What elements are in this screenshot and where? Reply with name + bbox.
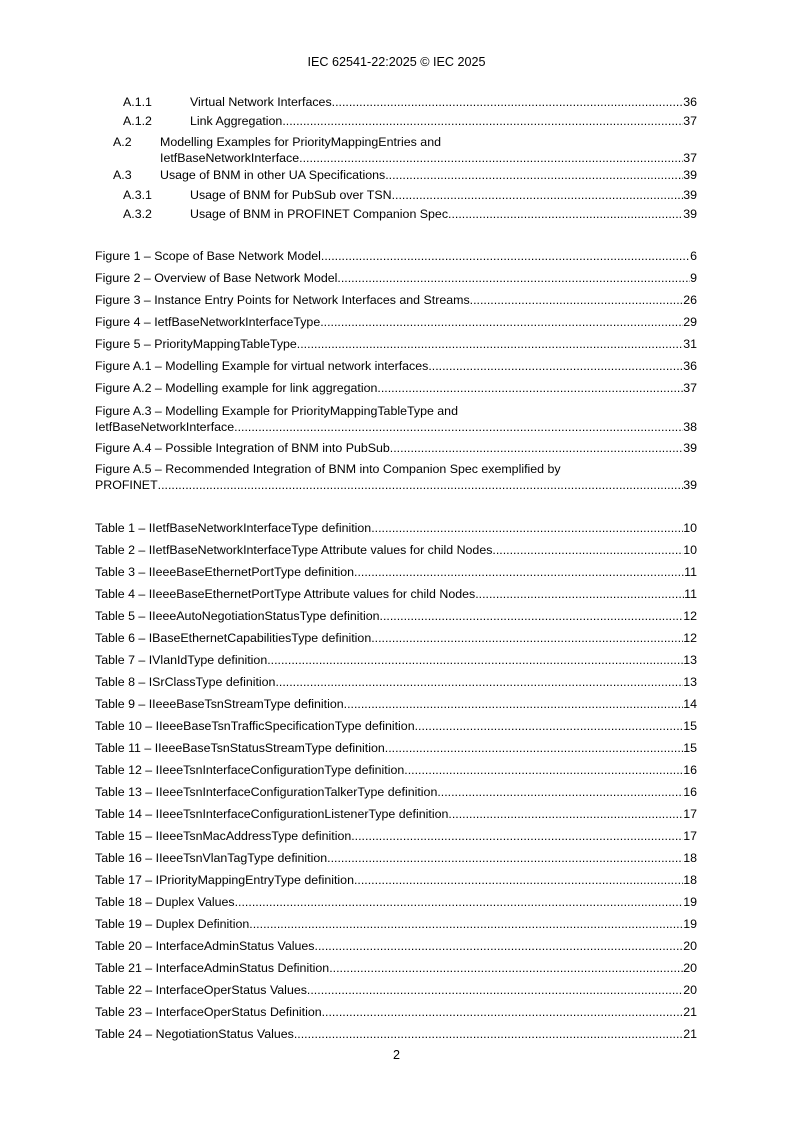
dot-leader (337, 271, 690, 286)
entry-page: 19 (683, 917, 697, 931)
dot-leader (294, 1027, 683, 1042)
dot-leader (332, 95, 684, 110)
entry-title: Table 16 – IIeeeTsnVlanTagType definition (95, 851, 328, 865)
dot-leader (249, 917, 683, 932)
entry-title: Table 14 – IIeeeTsnInterfaceConfigurationListenerType definition (95, 807, 449, 821)
dot-leader (354, 873, 683, 888)
table-list-entry[interactable] (95, 939, 697, 954)
entry-title: Figure 3 – Instance Entry Points for Network Interfaces and Streams (95, 293, 470, 307)
table-list-entry[interactable] (95, 521, 697, 536)
dot-leader (385, 741, 683, 756)
dot-leader (297, 337, 683, 352)
toc-entry[interactable] (123, 114, 697, 129)
entry-title: Table 19 – Duplex Definition (95, 917, 250, 931)
entry-page: 9 (690, 271, 697, 285)
dot-leader (315, 939, 684, 954)
table-list-entry[interactable] (95, 961, 697, 976)
dot-leader (428, 359, 683, 374)
entry-title: Figure 2 – Overview of Base Network Model (95, 271, 338, 285)
entry-title: Figure 4 – IetfBaseNetworkInterfaceType (95, 315, 321, 329)
dot-leader (475, 587, 684, 602)
entry-title: Table 1 – IIetfBaseNetworkInterfaceType definition (95, 521, 372, 535)
entry-page: 38 (683, 420, 697, 434)
dot-leader (299, 150, 683, 166)
entry-page: 12 (683, 631, 697, 645)
entry-title: Table 4 – IIeeeBaseEthernetPortType Attribute values for child Nodes (95, 587, 476, 601)
entry-number: A.1.2 (123, 114, 152, 128)
table-list-entry[interactable] (95, 983, 697, 998)
entry-page: 15 (683, 741, 697, 755)
table-list-entry[interactable] (95, 895, 697, 910)
entry-page: 19 (683, 895, 697, 909)
dot-leader (267, 653, 683, 668)
entry-page: 36 (683, 95, 697, 109)
entry-number: A.2 (113, 135, 132, 149)
entry-title-continued: PROFINET (95, 478, 158, 492)
entry-number: A.3.1 (123, 188, 152, 202)
entry-title: Table 20 – InterfaceAdminStatus Values (95, 939, 315, 953)
figure-list-entry[interactable] (95, 337, 697, 352)
figure-list-entry[interactable] (95, 249, 697, 264)
entry-title: Table 18 – Duplex Values (95, 895, 235, 909)
entry-title: Table 8 – ISrClassType definition (95, 675, 276, 689)
table-list-entry[interactable] (95, 565, 697, 580)
dot-leader (320, 315, 683, 330)
entry-title: Table 17 – IPriorityMappingEntryType definition (95, 873, 354, 887)
dot-leader (158, 477, 684, 493)
entry-number: A.3 (113, 168, 132, 182)
table-list-entry[interactable] (95, 1027, 697, 1042)
table-list-entry[interactable] (95, 631, 697, 646)
entry-page: 31 (683, 337, 697, 351)
table-list-entry[interactable] (95, 1005, 697, 1020)
entry-page: 20 (683, 983, 697, 997)
toc-entry[interactable] (123, 207, 697, 222)
entry-page: 15 (683, 719, 697, 733)
table-list-entry[interactable] (95, 917, 697, 932)
dot-leader (385, 168, 683, 183)
entry-title: Figure A.1 – Modelling Example for virtual network interfaces (95, 359, 429, 373)
entry-page: 20 (683, 939, 697, 953)
entry-page: 17 (683, 829, 697, 843)
entry-page: 11 (684, 587, 697, 601)
page-number: 2 (392, 1048, 400, 1062)
dot-leader (392, 188, 684, 203)
entry-title: Table 15 – IIeeeTsnMacAddressType definition (95, 829, 352, 843)
table-list-entry[interactable] (95, 609, 697, 624)
figure-list-entry[interactable] (95, 315, 697, 330)
entry-page: 12 (683, 609, 697, 623)
entry-title: Table 9 – IIeeeBaseTsnStreamType definition (95, 697, 344, 711)
page-header: IEC 62541-22:2025 © IEC 2025 (307, 55, 486, 69)
figure-list-entry[interactable] (95, 403, 697, 435)
figure-list-entry[interactable] (95, 461, 697, 493)
entry-title: Table 22 – InterfaceOperStatus Values (95, 983, 307, 997)
dot-leader (371, 521, 683, 536)
entry-title: Table 3 – IIeeeBaseEthernetPortType definition (95, 565, 354, 579)
toc-entry[interactable] (113, 168, 697, 183)
entry-page: 16 (683, 763, 697, 777)
entry-title: Figure A.2 – Modelling example for link aggregation (95, 381, 378, 395)
entry-page: 39 (683, 188, 697, 202)
figure-list-entry[interactable] (95, 381, 697, 396)
table-list-entry[interactable] (95, 741, 697, 756)
dot-leader (354, 565, 684, 580)
entry-page: 10 (683, 521, 697, 535)
table-list-entry[interactable] (95, 543, 697, 558)
dot-leader (437, 785, 683, 800)
dot-leader (371, 631, 683, 646)
dot-leader (329, 961, 683, 976)
dot-leader (282, 114, 683, 129)
entry-title: Table 13 – IIeeeTsnInterfaceConfigurationTalkerType definition (95, 785, 438, 799)
entry-number: A.1.1 (123, 95, 152, 109)
entry-page: 11 (684, 565, 697, 579)
entry-page: 21 (683, 1027, 697, 1041)
dot-leader (415, 719, 684, 734)
entry-title-continued: IetfBaseNetworkInterface (160, 151, 300, 165)
table-list-entry[interactable] (95, 807, 697, 822)
entry-title: Usage of BNM in PROFINET Companion Spec (190, 207, 449, 221)
figure-list-entry[interactable] (95, 359, 697, 374)
figure-list-entry[interactable] (95, 271, 697, 286)
dot-leader (321, 249, 690, 264)
entry-title: Table 23 – InterfaceOperStatus Definition (95, 1005, 322, 1019)
entry-page: 6 (690, 249, 697, 263)
entry-page: 16 (683, 785, 697, 799)
entry-page: 39 (683, 441, 697, 455)
entry-title: Table 10 – IIeeeBaseTsnTrafficSpecificationType definition (95, 719, 415, 733)
dot-leader (404, 763, 683, 778)
entry-title: Table 7 – IVlanIdType definition (95, 653, 268, 667)
table-list-entry[interactable] (95, 785, 697, 800)
dot-leader (327, 851, 683, 866)
table-list-entry[interactable] (95, 697, 697, 712)
entry-page: 39 (683, 168, 697, 182)
dot-leader (380, 609, 684, 624)
dot-leader (275, 675, 683, 690)
figure-list-entry[interactable] (95, 293, 697, 308)
dot-leader (448, 807, 683, 822)
entry-page: 29 (683, 315, 697, 329)
dot-leader (351, 829, 683, 844)
entry-page: 39 (683, 207, 697, 221)
entry-title-continued: IetfBaseNetworkInterface (95, 420, 235, 434)
entry-page: 18 (683, 873, 697, 887)
entry-title: Figure 1 – Scope of Base Network Model (95, 249, 321, 263)
entry-page: 17 (683, 807, 697, 821)
entry-title: Usage of BNM in other UA Specifications (160, 168, 386, 182)
entry-page: 37 (683, 114, 697, 128)
entry-title: Table 5 – IIeeeAutoNegotiationStatusType definition (95, 609, 380, 623)
toc-entry[interactable] (113, 134, 697, 166)
entry-title: Modelling Examples for PriorityMappingEntries and (160, 135, 441, 149)
entry-page: 13 (683, 675, 697, 689)
entry-title: Table 11 – IIeeeBaseTsnStatusStreamType definition (95, 741, 385, 755)
dot-leader (344, 697, 684, 712)
entry-title: Table 2 – IIetfBaseNetworkInterfaceType Attribute values for child Nodes (95, 543, 493, 557)
dot-leader (377, 381, 683, 396)
entry-page: 13 (683, 653, 697, 667)
dot-leader (234, 419, 683, 435)
table-list-entry[interactable] (95, 829, 697, 844)
entry-title: Link Aggregation (190, 114, 283, 128)
figure-list-entry[interactable] (95, 441, 697, 456)
toc-entry[interactable] (123, 188, 697, 203)
entry-page: 18 (683, 851, 697, 865)
table-list-entry[interactable] (95, 653, 697, 668)
entry-title: Figure A.4 – Possible Integration of BNM into PubSub (95, 441, 390, 455)
table-list-entry[interactable] (95, 763, 697, 778)
table-list-entry[interactable] (95, 675, 697, 690)
entry-page: 39 (683, 478, 697, 492)
entry-title: Table 24 – NegotiationStatus Values (95, 1027, 294, 1041)
dot-leader (448, 207, 683, 222)
entry-number: A.3.2 (123, 207, 152, 221)
entry-title: Figure A.5 – Recommended Integration of BNM into Companion Spec exemplified by (95, 462, 561, 476)
entry-title: Table 12 – IIeeeTsnInterfaceConfigurationType definition (95, 763, 405, 777)
table-list-entry[interactable] (95, 719, 697, 734)
entry-page: 26 (683, 293, 697, 307)
dot-leader (322, 1005, 684, 1020)
entry-page: 36 (683, 359, 697, 373)
entry-page: 14 (683, 697, 697, 711)
dot-leader (235, 895, 684, 910)
toc-entry[interactable] (123, 95, 697, 110)
dot-leader (307, 983, 683, 998)
entry-title: Figure 5 – PriorityMappingTableType (95, 337, 297, 351)
entry-page: 20 (683, 961, 697, 975)
table-list-entry[interactable] (95, 851, 697, 866)
entry-title: Figure A.3 – Modelling Example for PriorityMappingTableType and (95, 404, 458, 418)
dot-leader (390, 441, 683, 456)
dot-leader (470, 293, 684, 308)
entry-page: 21 (683, 1005, 697, 1019)
entry-page: 37 (683, 381, 697, 395)
dot-leader (492, 543, 683, 558)
entry-title: Table 21 – InterfaceAdminStatus Definition (95, 961, 330, 975)
entry-title: Table 6 – IBaseEthernetCapabilitiesType definition (95, 631, 372, 645)
entry-title: Usage of BNM for PubSub over TSN (190, 188, 392, 202)
table-list-entry[interactable] (95, 587, 697, 602)
entry-title: Virtual Network Interfaces (190, 95, 332, 109)
entry-page: 10 (683, 543, 697, 557)
table-list-entry[interactable] (95, 873, 697, 888)
entry-page: 37 (683, 151, 697, 165)
